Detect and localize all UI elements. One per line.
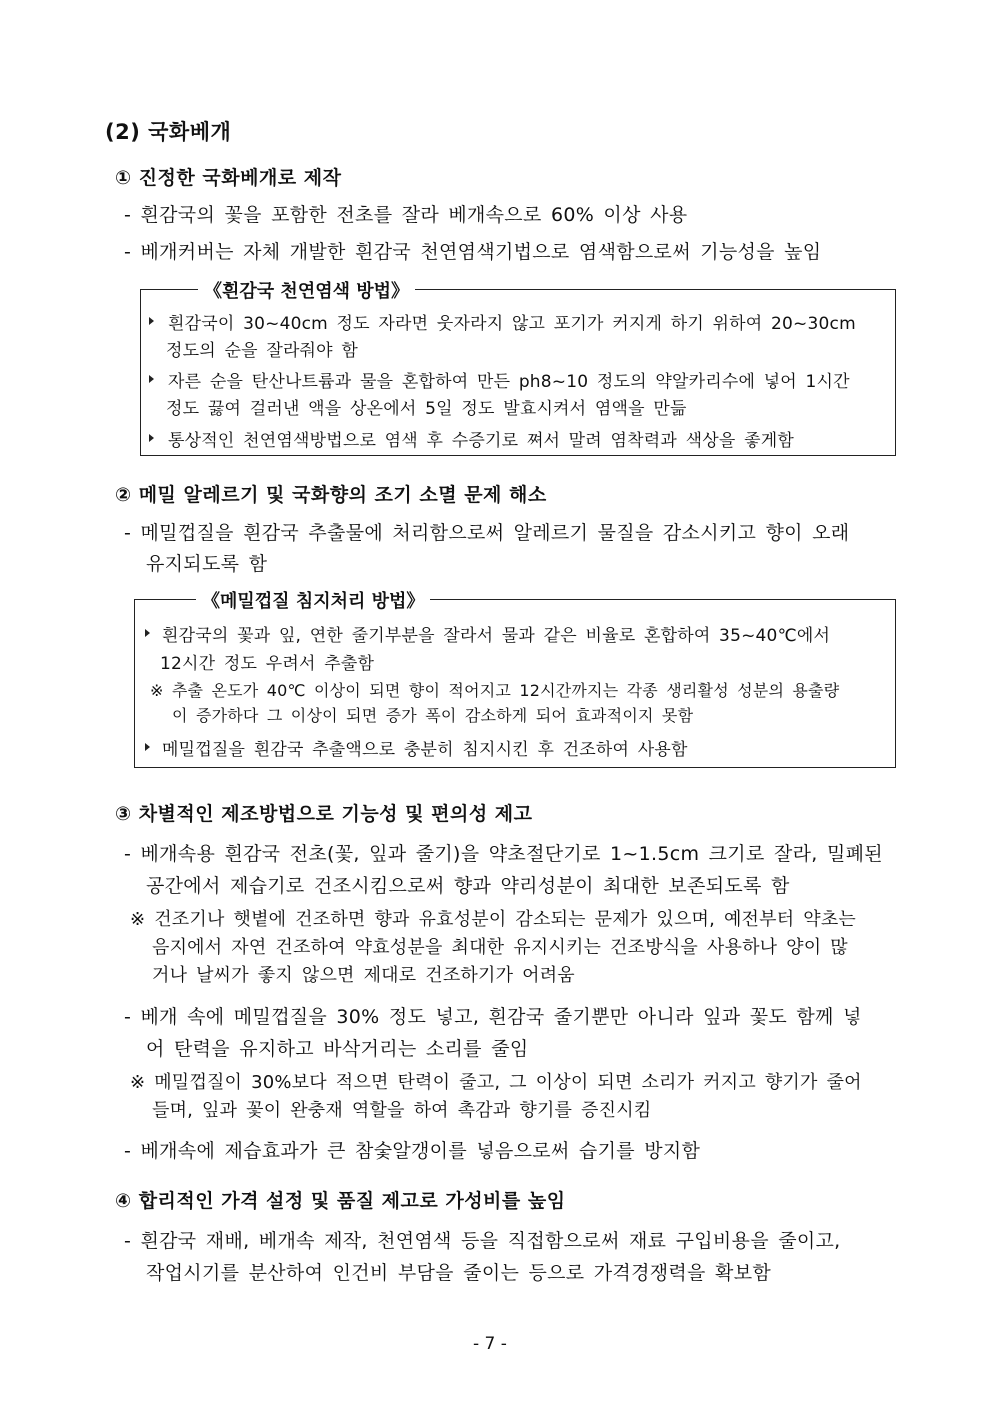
s2-bullet-1-line-2: 유지되도록 함 bbox=[146, 553, 268, 575]
subsection-heading-1: ① 진정한 국화베개로 제작 bbox=[115, 167, 342, 189]
soak-note-line-1: ※ 추출 온도가 40℃ 이상이 되면 향이 적어지고 12시간까지는 각종 생리활성 성분의 용출량 bbox=[150, 681, 840, 700]
triangle-bullet-icon bbox=[149, 434, 154, 442]
s1-bullet-2: - 베개커버는 자체 개발한 흰감국 천연염색기법으로 염색함으로써 기능성을 높임 bbox=[124, 241, 822, 263]
s3-note-1-line-1: ※ 건조기나 햇볕에 건조하면 향과 유효성분이 감소되는 문제가 있으며, 예전부터 약초는 bbox=[130, 909, 856, 930]
dye-step-3: 통상적인 천연염색방법으로 염색 후 수증기로 쪄서 말려 염착력과 색상을 좋게함 bbox=[168, 431, 794, 451]
soak-method-box-title: 《메밀껍질 침지처리 방법》 bbox=[196, 587, 430, 613]
s3-note-1-line-3: 거나 날씨가 좋지 않으면 제대로 건조하기가 어려움 bbox=[152, 965, 575, 986]
section-title: (2) 국화베개 bbox=[105, 120, 232, 144]
s3-note-1-line-2: 음지에서 자연 건조하여 약효성분을 최대한 유지시키는 건조방식을 사용하나 양이 많 bbox=[152, 937, 848, 958]
s3-bullet-1-line-2: 공간에서 제습기로 건조시킴으로써 향과 약리성분이 최대한 보존되도록 함 bbox=[146, 875, 790, 897]
subsection-heading-3: ③ 차별적인 제조방법으로 기능성 및 편의성 제고 bbox=[115, 803, 533, 825]
dye-method-box-title: 《흰감국 천연염색 방법》 bbox=[198, 277, 415, 303]
subsection-heading-4: ④ 합리적인 가격 설정 및 품질 제고로 가성비를 높임 bbox=[115, 1190, 566, 1212]
soak-step-1-line-1: 흰감국의 꽃과 잎, 연한 줄기부분을 잘라서 물과 같은 비율로 혼합하여 35~40℃에서 bbox=[162, 626, 831, 646]
soak-step-2: 메밀껍질을 흰감국 추출액으로 충분히 침지시킨 후 건조하여 사용함 bbox=[162, 740, 688, 760]
s3-note-2-line-1: ※ 메밀껍질이 30%보다 적으면 탄력이 줄고, 그 이상이 되면 소리가 커지고 향기가 줄어 bbox=[130, 1072, 862, 1093]
dye-step-2-line-1: 자른 순을 탄산나트륨과 물을 혼합하여 만든 ph8~10 정도의 약알카리수에 넣어 1시간 bbox=[168, 372, 850, 392]
soak-note-line-2: 이 증가하다 그 이상이 되면 증가 폭이 감소하게 되어 효과적이지 못함 bbox=[172, 706, 694, 725]
subsection-heading-2: ② 메밀 알레르기 및 국화향의 조기 소멸 문제 해소 bbox=[115, 484, 547, 506]
s3-bullet-2-line-2: 어 탄력을 유지하고 바삭거리는 소리를 줄임 bbox=[146, 1038, 529, 1060]
triangle-bullet-icon bbox=[149, 375, 154, 383]
dye-step-2-line-2: 정도 끓여 걸러낸 액을 상온에서 5일 정도 발효시켜서 염액을 만듦 bbox=[166, 399, 687, 419]
soak-step-1-line-2: 12시간 정도 우려서 추출함 bbox=[160, 654, 375, 674]
s3-note-2-line-2: 들며, 잎과 꽃이 완충재 역할을 하여 촉감과 향기를 증진시킴 bbox=[152, 1100, 652, 1121]
s2-bullet-1-line-1: - 메밀껍질을 흰감국 추출물에 처리함으로써 알레르기 물질을 감소시키고 향이 오래 bbox=[124, 522, 850, 544]
s3-bullet-3: - 베개속에 제습효과가 큰 참숯알갱이를 넣음으로써 습기를 방지함 bbox=[124, 1140, 701, 1162]
s4-bullet-1-line-1: - 흰감국 재배, 베개속 제작, 천연염색 등을 직접함으로써 재료 구입비용을 줄이고, bbox=[124, 1230, 841, 1252]
s3-bullet-1-line-1: - 베개속용 흰감국 전초(꽃, 잎과 줄기)을 약초절단기로 1~1.5cm 크기로 잘라, 밀폐된 bbox=[124, 843, 883, 865]
triangle-bullet-icon bbox=[149, 317, 154, 325]
s3-bullet-2-line-1: - 베개 속에 메밀껍질을 30% 정도 넣고, 흰감국 줄기뿐만 아니라 잎과 꽃도 함께 넣 bbox=[124, 1006, 862, 1028]
triangle-bullet-icon bbox=[145, 743, 150, 751]
triangle-bullet-icon bbox=[145, 629, 150, 637]
s1-bullet-1: - 흰감국의 꽃을 포함한 전초를 잘라 베개속으로 60% 이상 사용 bbox=[124, 204, 688, 226]
dye-step-1-line-2: 정도의 순을 잘라줘야 함 bbox=[166, 341, 359, 361]
dye-step-1-line-1: 흰감국이 30~40cm 정도 자라면 웃자라지 않고 포기가 커지게 하기 위하여 20~30cm bbox=[168, 314, 856, 334]
page-number: - 7 - bbox=[473, 1334, 507, 1354]
s4-bullet-1-line-2: 작업시기를 분산하여 인건비 부담을 줄이는 등으로 가격경쟁력을 확보함 bbox=[146, 1262, 771, 1284]
